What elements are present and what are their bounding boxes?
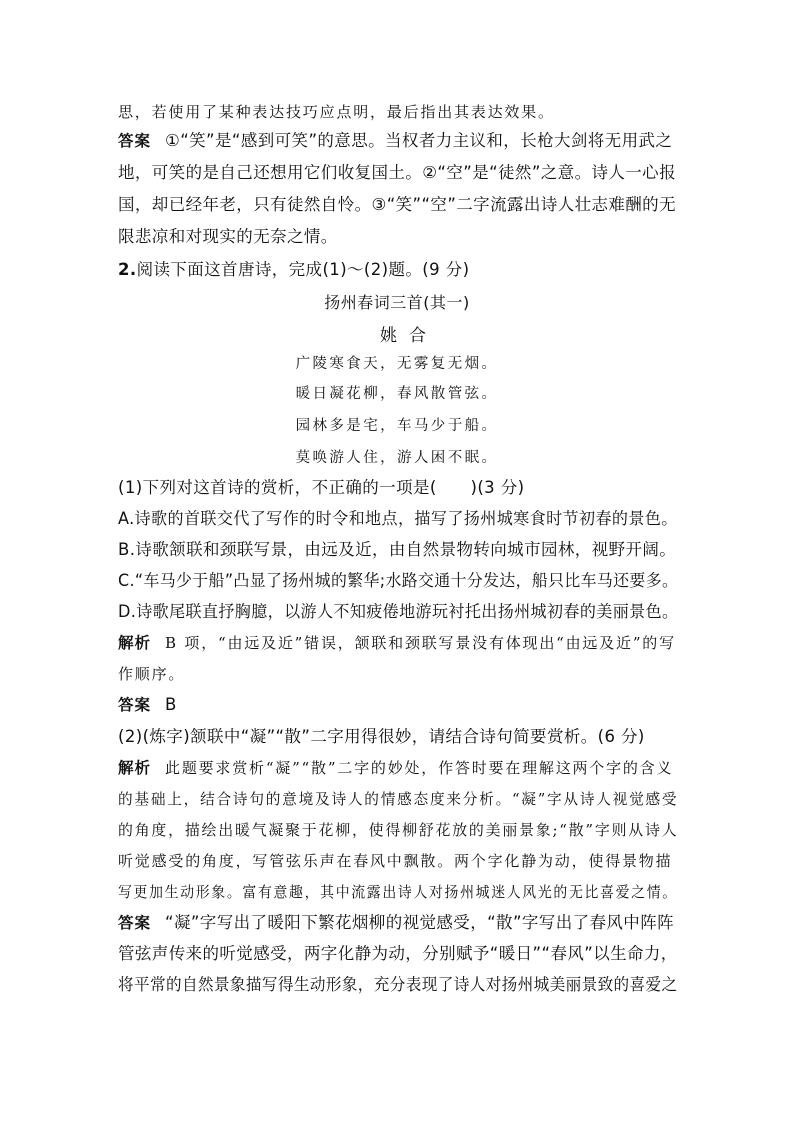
analysis-line: 作顺序。: [118, 665, 186, 683]
question-text: 阅读下面这首唐诗，完成(1)～(2)题。(9 分): [136, 260, 470, 279]
question-number: 2.: [118, 260, 137, 279]
text-line: 国，却已经年老，只有徒然自怜。③“笑”“空”二字流露出诗人壮志难酬的无: [118, 195, 676, 214]
analysis-text: B 项，“由远及近”错误，颔联和颈联写景没有体现出“由远及近”的写: [165, 634, 676, 652]
answer-label: 答案: [118, 696, 152, 714]
answer-line: [118, 695, 678, 715]
option-d: D.诗歌尾联直抒胸臆，以游人不知疲倦地游玩衬托出扬州城初春的美丽景色。: [118, 602, 679, 621]
analysis-label: 解析: [118, 634, 152, 652]
answer-label: 答案: [118, 914, 152, 932]
poem-line: 莫唤游人住，游人困不眠。: [295, 450, 499, 466]
analysis-label: 解析: [118, 759, 152, 777]
answer-text: B: [165, 695, 177, 714]
analysis-line: 的角度，描绘出暖气凝聚于花柳，使得柳舒花放的美丽景象;“散”字则从诗人: [118, 821, 679, 839]
text-line: 地，可笑的是自己还想用它们收复国土。②“空”是“徒然”之意。诗人一心报: [118, 163, 676, 182]
answer-line: [118, 131, 678, 151]
answer-text: “凝”字写出了暖阳下繁花烟柳的视觉感受，“散”字写出了春风中阵阵: [165, 913, 675, 932]
analysis-line: 的基础上，结合诗句的意境及诗人的情感态度来分析。“凝”字从诗人视觉感受: [118, 790, 679, 808]
answer-label: 答案: [118, 132, 152, 150]
sub-question-2: (2)(炼字)颔联中“凝”“散”二字用得很妙，请结合诗句简要赏析。(6 分): [118, 727, 645, 746]
poem-line: 暖日凝花柳，春风散管弦。: [295, 386, 499, 402]
option-c: C.“车马少于船”凸显了扬州城的繁华;水路交通十分发达，船只比车马还要多。: [118, 571, 679, 590]
poem-line: 园林多是宅，车马少于船。: [295, 418, 499, 434]
answer-line: 管弦声传来的听觉感受，两字化静为动，分别赋予“暖日”“春风”以生命力，: [118, 944, 678, 963]
analysis-line: 听觉感受的角度，写管弦乐声在春风中飘散。两个字化静为动，使得景物描: [118, 852, 673, 870]
option-b: B.诗歌颔联和颈联写景，由远及近，由自然景物转向城市园林，视野开阔。: [118, 540, 677, 559]
option-a: A.诗歌的首联交代了写作的时令和地点，描写了扬州城寒食时节初春的景色。: [118, 509, 678, 528]
analysis-text: 此题要求赏析“凝”“散”二字的妙处，作答时要在理解这两个字的含义: [165, 759, 674, 777]
poem-line: 广陵寒食天，无雾复无烟。: [295, 356, 499, 372]
answer-line: 将平常的自然景象描写得生动形象，充分表现了诗人对扬州城美丽景致的喜爱之: [118, 975, 678, 994]
poem-author: 姚合: [380, 326, 438, 346]
analysis-line: [118, 758, 678, 778]
question-2: [118, 260, 678, 280]
analysis-line: [118, 633, 678, 653]
answer-line: [118, 913, 678, 933]
answer-text: ①“笑”是“感到可笑”的意思。当权者力主议和，长枪大剑将无用武之: [165, 131, 673, 150]
text-line: 限悲凉和对现实的无奈之情。: [118, 227, 338, 246]
analysis-line: 写更加生动形象。富有意趣，其中流露出诗人对扬州城迷人风光的无比喜爱之情。: [118, 883, 678, 901]
poem-title: 扬州春词三首(其一): [324, 293, 470, 312]
sub-question-1: (1)下列对这首诗的赏析，不正确的一项是( )(3 分): [118, 478, 525, 497]
text-line: 思，若使用了某种表达技巧应点明，最后指出其表达效果。: [118, 103, 555, 121]
